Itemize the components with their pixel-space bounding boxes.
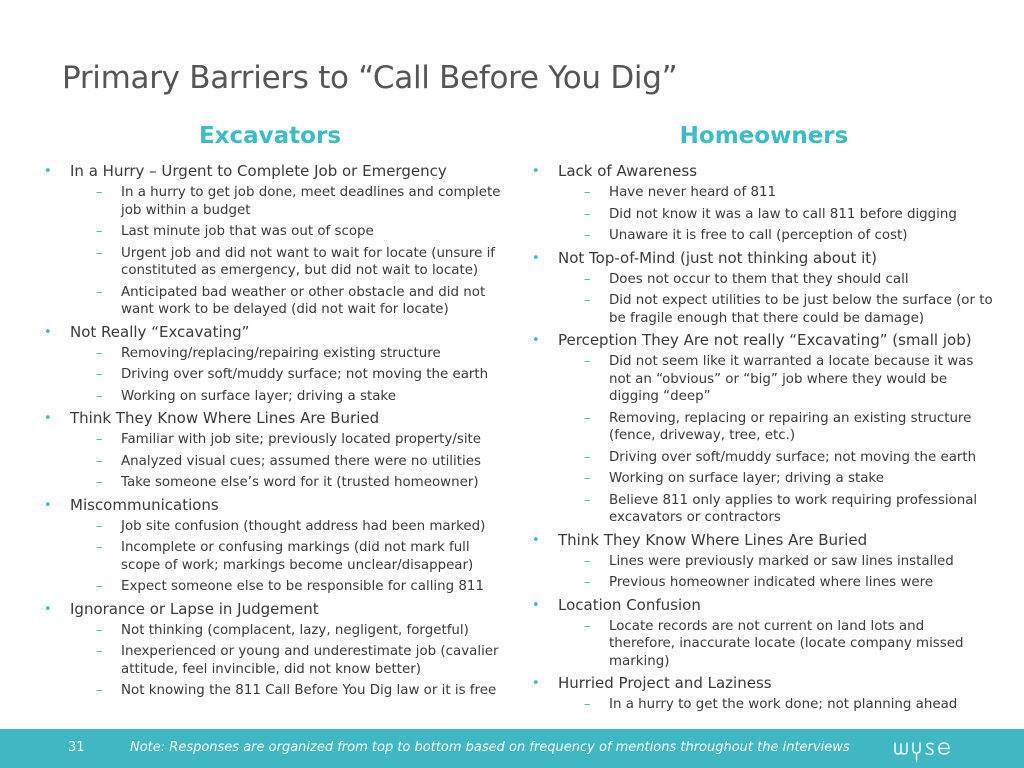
sub-list [558,618,994,671]
page-number: 31 [68,740,85,755]
dash-icon: – [584,471,591,486]
dash-icon: – [584,228,591,243]
bullet-text: Not Top-of-Mind (just not thinking about it) [558,248,877,267]
sub-list [558,353,994,527]
bullet-item [40,323,510,406]
bullet-text: Not Really “Excavating” [70,322,250,341]
sub-item-text: Have never heard of 811 [609,185,777,200]
sub-list [558,553,994,592]
bullet-text: Ignorance or Lapse in Judgement [70,599,319,618]
dash-icon: – [584,293,591,308]
bullet-text: Miscommunications [70,495,219,514]
sub-item [70,453,510,471]
sub-item [70,578,510,596]
dash-icon: – [584,492,591,508]
sub-item-text: Last minute job that was out of scope [121,224,374,239]
sub-list [70,431,510,492]
bullet-item [528,331,994,527]
dash-icon: – [96,683,103,698]
bullet-icon: • [532,164,540,179]
excavators-heading: Excavators [198,123,342,149]
sub-item [70,245,510,280]
sub-item-text: Believe 811 only applies to work requiring professional excavators or contractors [609,492,978,525]
bullet-item [40,600,510,700]
bullet-item [528,249,994,328]
sub-item-text: Driving over soft/muddy surface; not moving the earth [121,367,489,382]
dash-icon: – [96,540,103,555]
bullet-icon: • [532,597,540,613]
dash-icon: – [584,575,591,590]
sub-item-text: Previous homeowner indicated where lines were [609,575,934,590]
bullet-icon: • [44,164,52,179]
sub-item [558,227,994,245]
sub-item [558,353,994,406]
sub-item-text: Take someone else’s word for it (trusted homeowner) [121,475,479,490]
excavators-column [40,162,510,700]
sub-item [558,410,994,445]
bullet-item [528,596,994,671]
bullet-text: Hurried Project and Laziness [558,674,772,692]
dash-icon: – [584,206,591,222]
bullet-text: Think They Know Where Lines Are Buried [558,530,868,549]
dash-icon: – [96,644,103,659]
sub-item [70,431,510,449]
bullet-text: Location Confusion [558,595,701,614]
dash-icon: – [96,622,103,638]
sub-item-text: Not knowing the 811 Call Before You Dig law or it is free [121,683,497,698]
sub-list [558,184,994,245]
sub-item [70,643,510,678]
bullet-icon: • [532,333,540,348]
dash-icon: – [96,345,103,361]
bullet-text: Perception They Are not really “Excavating” (small job) [558,331,972,349]
bullet-item [40,496,510,596]
sub-item [70,223,510,241]
sub-item-text: Did not expect utilities to be just below the surface (or to be fragile enough that there could be damage) [609,293,993,326]
sub-item [558,271,994,289]
dash-icon: – [96,284,103,300]
dash-icon: – [584,410,591,426]
dash-icon: – [584,618,591,634]
sub-item-text: Expect someone else to be responsible for calling 811 [121,579,484,594]
sub-item [558,696,994,714]
sub-item [558,292,994,327]
sub-item-text: In a hurry to get job done, meet deadlines and complete job within a budget [121,185,501,218]
wyse-logo [893,734,963,764]
sub-item-text: Removing, replacing or repairing an existing structure (fence, driveway, tree, etc.) [609,410,972,443]
dash-icon: – [584,271,591,287]
sub-item [70,474,510,492]
bullet-icon: • [44,324,52,340]
bullet-item [528,674,994,714]
sub-item-text: Driving over soft/muddy surface; not moving the earth [609,449,977,465]
bullet-icon: • [532,250,540,266]
sub-item [70,682,510,700]
bullet-text: In a Hurry – Urgent to Complete Job or Emergency [70,162,447,180]
sub-item-text: Inexperienced or young and underestimate job (cavalier attitude, feel invincible, did not know better) [121,644,499,677]
dash-icon: – [96,388,103,404]
sub-item-text: Working on surface layer; driving a stake [609,471,884,486]
sub-item-text: Working on surface layer; driving a stake [121,388,396,404]
sub-list [70,622,510,700]
dash-icon: – [96,185,103,200]
sub-item-text: Did not know it was a law to call 811 before digging [609,206,957,222]
bullet-text: Lack of Awareness [558,162,698,180]
sub-list [70,345,510,406]
sub-item [558,449,994,467]
dash-icon: – [96,579,103,594]
sub-item-text: Incomplete or confusing markings (did not mark full scope of work; markings become unclear/disappear) [121,540,474,573]
bullet-item [528,162,994,245]
sub-item [70,622,510,640]
bullet-item [40,162,510,319]
dash-icon: – [584,697,591,712]
sub-item [558,470,994,488]
sub-item-text: Locate records are not current on land lots and therefore, inaccurate locate (locate company missed marking) [609,618,964,669]
dash-icon: – [96,432,103,447]
excavators-list [40,162,510,700]
dash-icon: – [96,475,103,490]
sub-item [70,388,510,406]
sub-list [70,184,510,319]
bullet-icon: • [532,532,540,548]
sub-item [70,284,510,319]
slide-title: Primary Barriers to “Call Before You Dig” [62,60,678,96]
sub-item-text: Job site confusion (thought address had been marked) [121,518,486,534]
sub-item-text: Does not occur to them that they should call [609,271,909,287]
homeowners-list [528,162,994,714]
sub-item [558,553,994,571]
sub-item-text: Unaware it is free to call (perception of cost) [609,228,908,243]
sub-list [558,696,994,714]
sub-item [70,539,510,574]
sub-item-text: Analyzed visual cues; assumed there were no utilities [121,453,481,469]
dash-icon: – [96,224,103,239]
sub-item-text: Anticipated bad weather or other obstacle and did not want work to be delayed (did not wait for locate) [121,284,486,317]
dash-icon: – [584,354,591,369]
dash-icon: – [96,367,103,382]
sub-item [558,618,994,671]
bullet-icon: • [532,676,540,691]
dash-icon: – [584,449,591,465]
sub-list [558,271,994,328]
sub-item [558,574,994,592]
sub-item [70,366,510,384]
bullet-item [40,409,510,492]
dash-icon: – [584,185,591,200]
dash-icon: – [96,245,103,261]
bullet-text: Think They Know Where Lines Are Buried [70,409,380,427]
sub-item [70,518,510,536]
footer-note: Note: Responses are organized from top to bottom based on frequency of mentions throughout the interviews [130,740,850,755]
sub-item [70,345,510,363]
sub-item-text: Urgent job and did not want to wait for locate (unsure if constituted as emergency, but did not wait to locate) [121,245,496,278]
sub-item-text: Lines were previously marked or saw lines installed [609,553,954,569]
homeowners-heading: Homeowners [679,123,849,149]
homeowners-column [528,162,994,714]
bullet-item [528,531,994,592]
sub-item [558,492,994,527]
sub-item [558,206,994,224]
dash-icon: – [96,518,103,534]
bullet-icon: • [44,411,52,426]
sub-item-text: In a hurry to get the work done; not planning ahead [609,697,958,712]
sub-item [70,184,510,219]
bullet-icon: • [44,497,52,513]
footer-bar [0,729,1024,768]
sub-list [70,518,510,596]
bullet-icon: • [44,601,52,617]
sub-item [558,184,994,202]
sub-item-text: Familiar with job site; previously located property/site [121,432,482,447]
dash-icon: – [96,453,103,469]
dash-icon: – [584,553,591,569]
sub-item-text: Did not seem like it warranted a locate because it was not an “obvious” or “big” job where they would be digging “deep” [609,354,974,404]
sub-item-text: Not thinking (complacent, lazy, negligent, forgetful) [121,622,469,638]
sub-item-text: Removing/replacing/repairing existing structure [121,345,441,361]
